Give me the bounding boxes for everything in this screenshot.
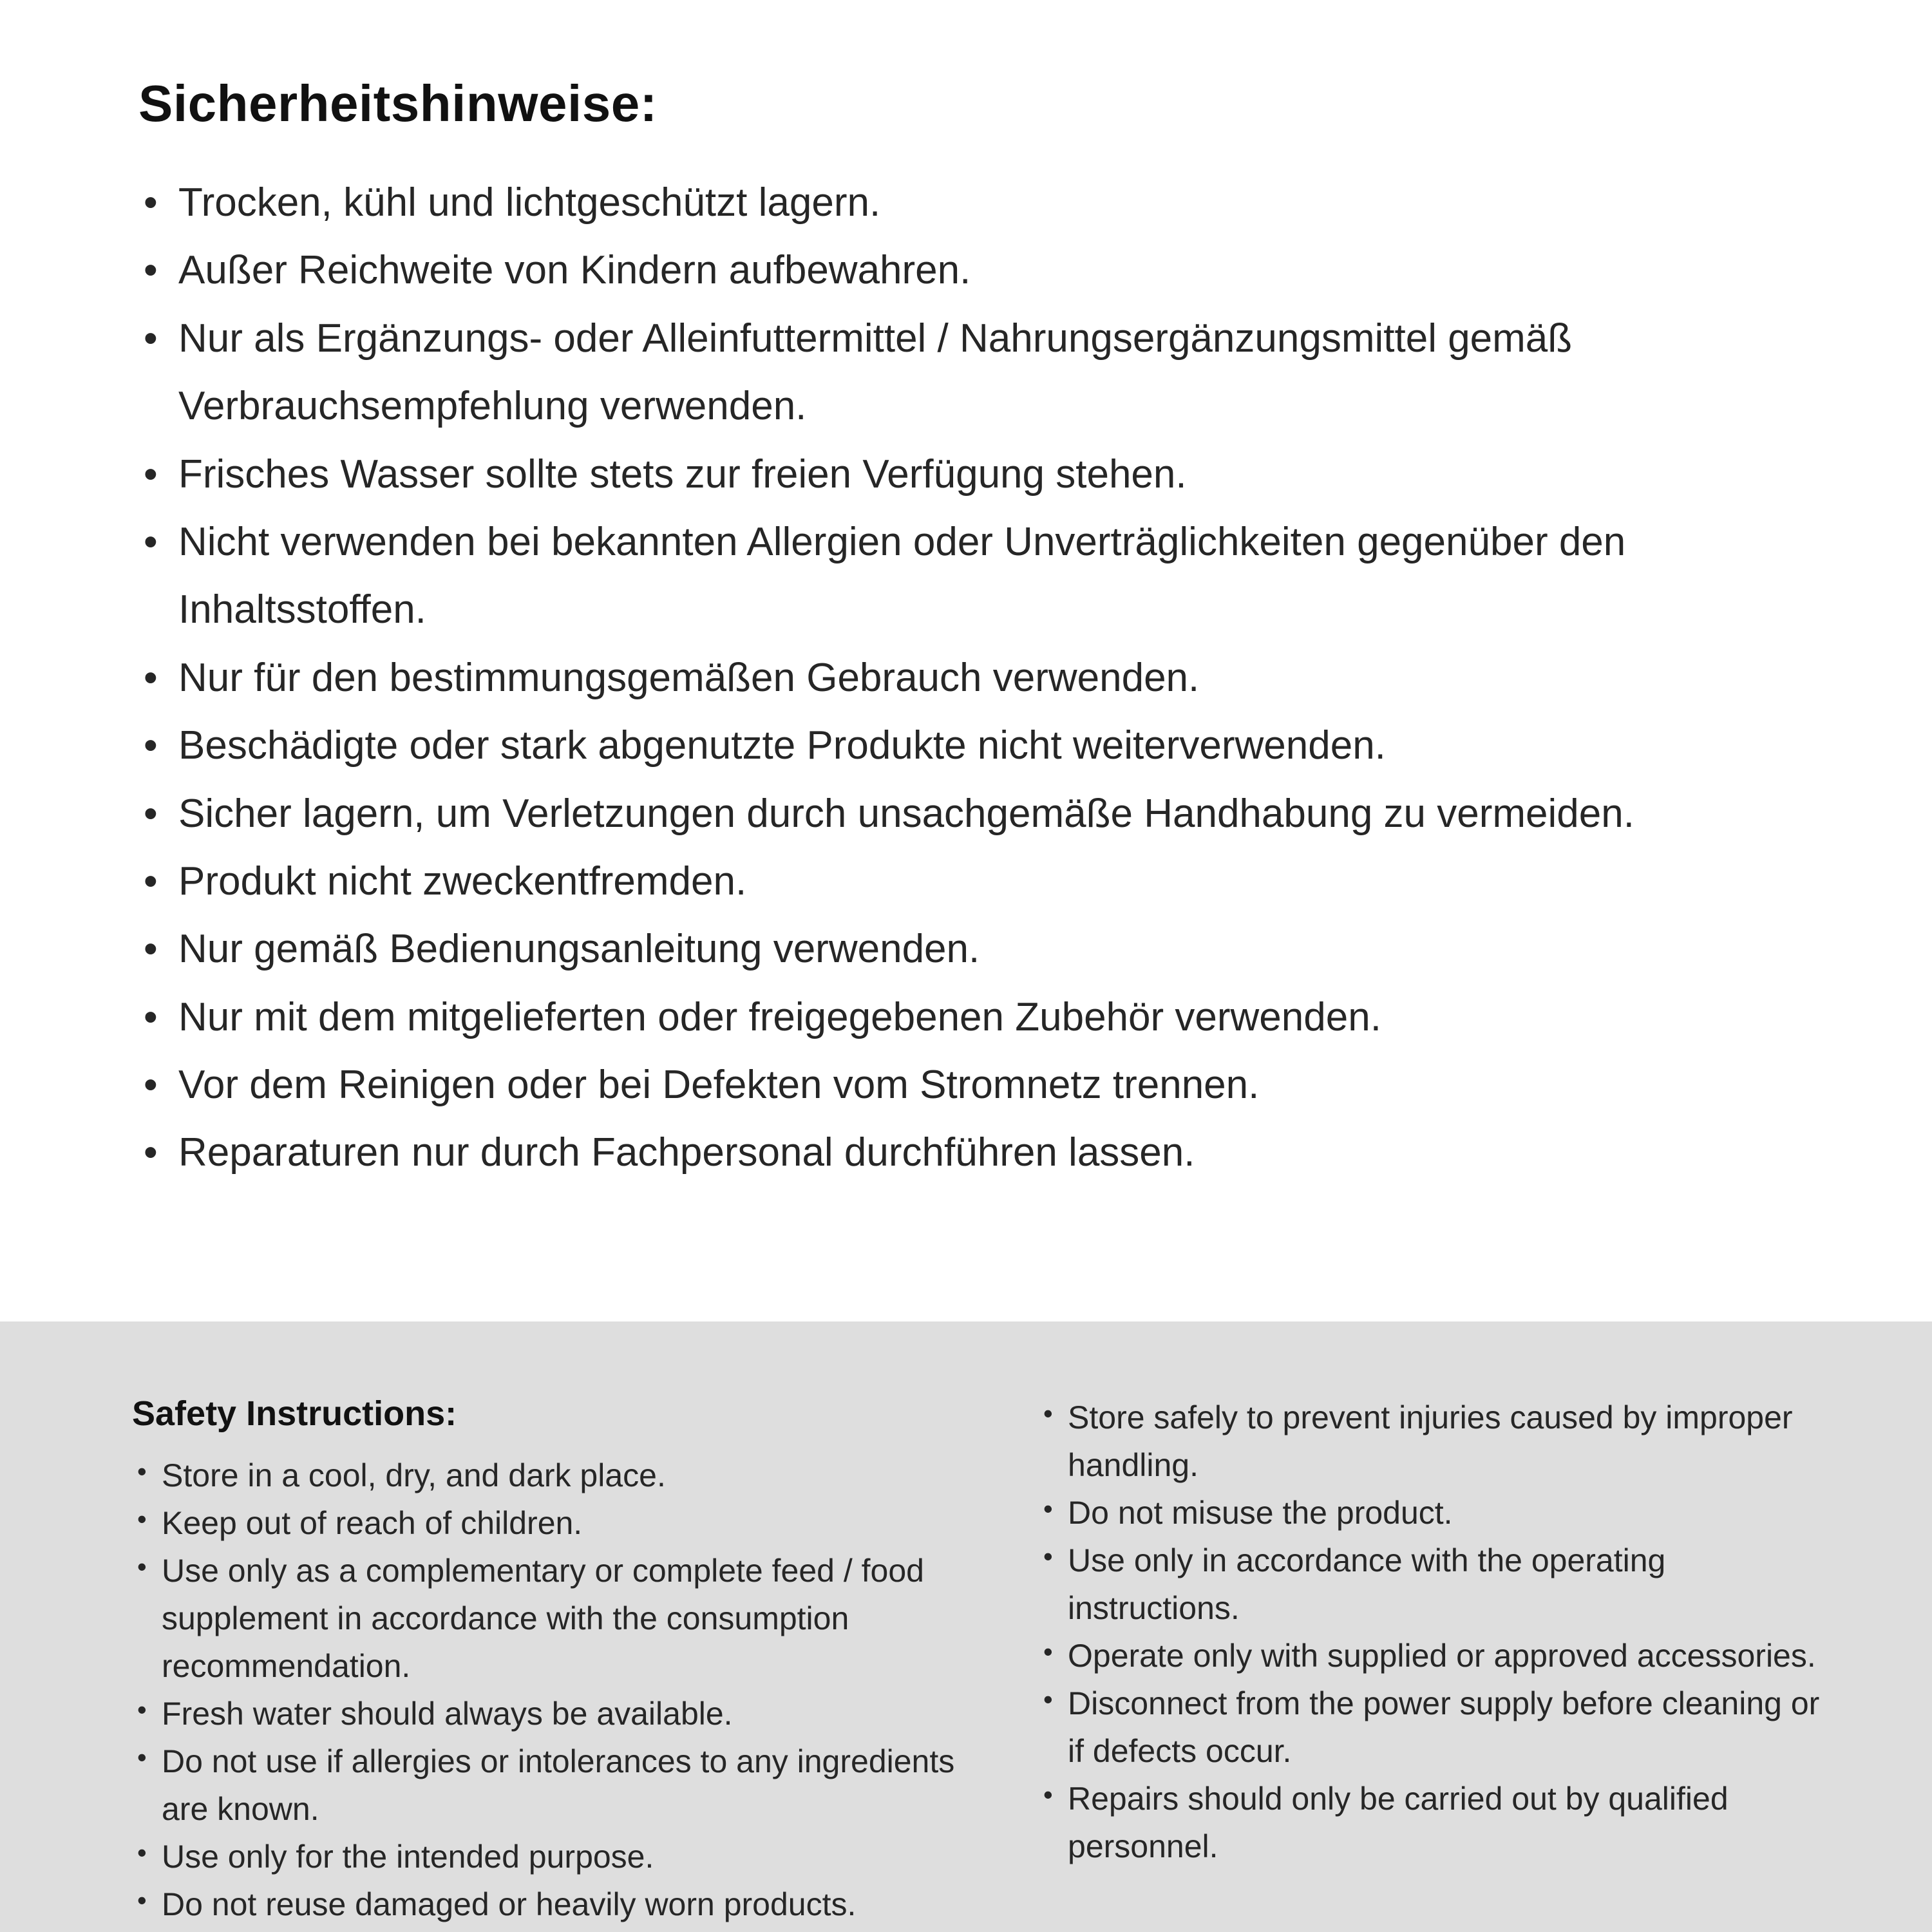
english-instructions-list-right: [1038, 1394, 1823, 1870]
list-item: • Disconnect from the power supply before cleaning or if defects occur.: [1038, 1680, 1823, 1775]
english-instructions-list-left: [132, 1452, 980, 1928]
list-item: • Außer Reichweite von Kindern aufbewahren.: [138, 236, 1823, 304]
german-instructions-list: [138, 169, 1823, 1187]
list-item: • Nur für den bestimmungsgemäßen Gebrauch verwenden.: [138, 644, 1823, 712]
list-item: • Operate only with supplied or approved accessories.: [1038, 1632, 1823, 1680]
list-item: • Nur mit dem mitgelieferten oder freigegebenen Zubehör verwenden.: [138, 983, 1823, 1051]
list-item: • Nur als Ergänzungs- oder Alleinfuttermittel / Nahrungsergänzungsmittel gemäß Verbrauchsempfehlung verwenden.: [138, 305, 1823, 440]
list-item: • Keep out of reach of children.: [132, 1499, 980, 1547]
list-item: • Nur gemäß Bedienungsanleitung verwenden.: [138, 915, 1823, 983]
list-item: • Store safely to prevent injuries caused by improper handling.: [1038, 1394, 1823, 1489]
list-item: • Do not use if allergies or intolerances to any ingredients are known.: [132, 1738, 980, 1833]
list-item: • Vor dem Reinigen oder bei Defekten vom Stromnetz trennen.: [138, 1051, 1823, 1119]
list-item: • Nicht verwenden bei bekannten Allergien oder Unverträglichkeiten gegenüber den Inhaltsstoffen.: [138, 508, 1823, 644]
english-section: [0, 1321, 1932, 1932]
list-item: • Use only for the intended purpose.: [132, 1833, 980, 1880]
german-section-title: Sicherheitshinweise:: [138, 75, 658, 132]
list-item: • Use only in accordance with the operating instructions.: [1038, 1537, 1823, 1632]
list-item: • Use only as a complementary or complete feed / food supplement in accordance with the consumption recommendation.: [132, 1547, 980, 1690]
list-item: • Do not misuse the product.: [1038, 1489, 1823, 1537]
list-item: • Produkt nicht zweckentfremden.: [138, 848, 1823, 915]
list-item: • Store in a cool, dry, and dark place.: [132, 1452, 980, 1499]
list-item: • Repairs should only be carried out by qualified personnel.: [1038, 1775, 1823, 1870]
list-item: • Beschädigte oder stark abgenutzte Produkte nicht weiterverwenden.: [138, 712, 1823, 779]
list-item: • Do not reuse damaged or heavily worn products.: [132, 1880, 980, 1928]
english-section-title: Safety Instructions:: [132, 1394, 457, 1433]
list-item: • Trocken, kühl und lichtgeschützt lagern.: [138, 169, 1823, 236]
english-right-column: [1038, 1394, 1823, 1932]
list-item: • Reparaturen nur durch Fachpersonal durchführen lassen.: [138, 1119, 1823, 1186]
list-item: • Sicher lagern, um Verletzungen durch unsachgemäße Handhabung zu vermeiden.: [138, 780, 1823, 848]
list-item: • Fresh water should always be available.: [132, 1690, 980, 1738]
list-item: • Frisches Wasser sollte stets zur freien Verfügung stehen.: [138, 440, 1823, 508]
english-left-column: [132, 1394, 980, 1932]
